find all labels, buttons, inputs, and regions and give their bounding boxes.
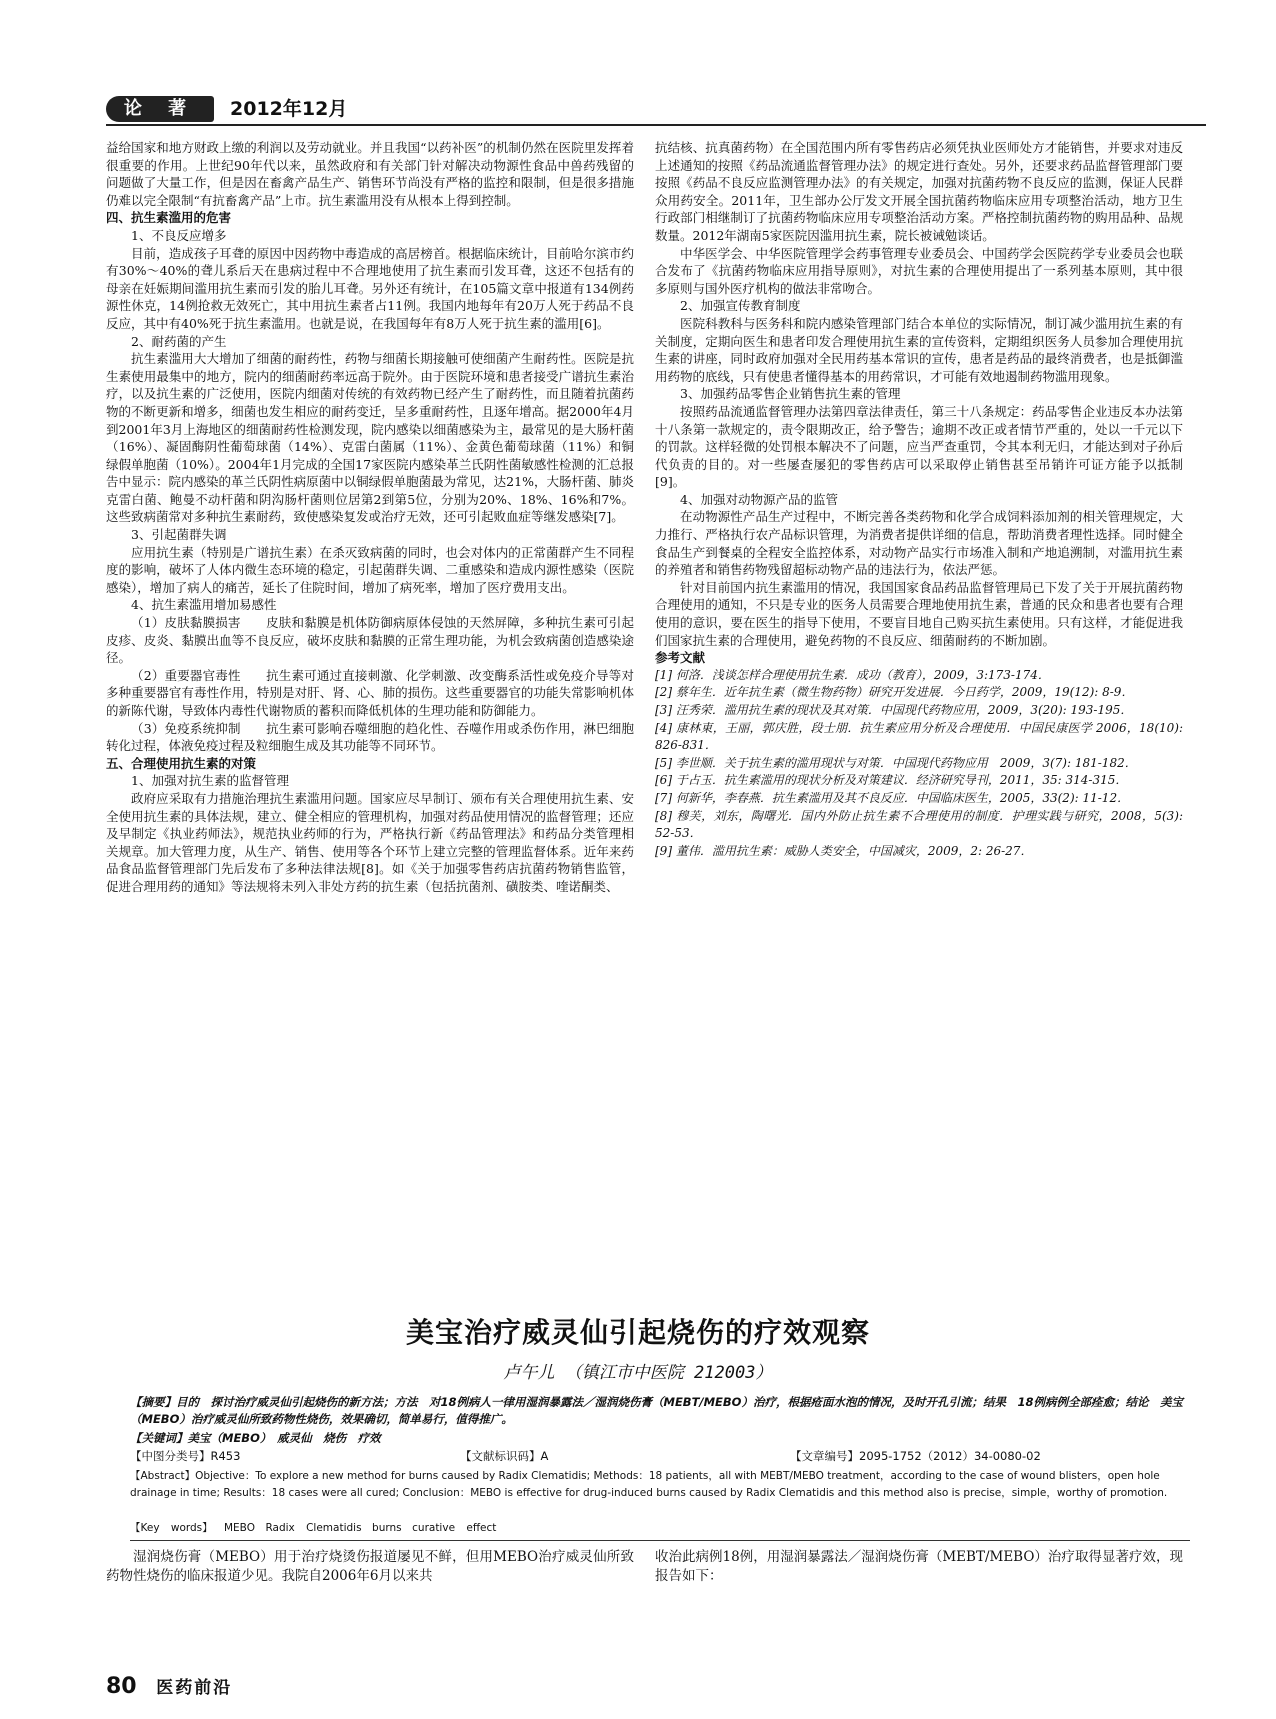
abstract-english: 【Abstract】Objective：To explore a new method for burns caused by Radix Clematidis; Methods：18 patients，all with MEBT/MEBO treatment，according to the case of wound blisters，open hole drainage in time; Results：18 cases were all cured; Conclusion：MEBO is effective for drug-induced burns caused by Radix Clematidis and this method also is precise，simple，worthy of promotion.	[130, 1470, 1168, 1499]
paragraph: 按照药品流通监督管理办法第四章法律责任，第三十八条规定：药品零售企业违反本办法第十八条第一款规定的，责令限期改正，给予警告；逾期不改正或者情节严重的，处以一千元以下的罚款。这样轻微的处罚根本解决不了问题，应当严查重罚，令其本利无归，才能达到对子孙后代负责的目的。对一些屡查屡犯的零售药店可以采取停止销售甚至吊销许可证方能予以抵制[9]。	[655, 403, 1183, 490]
reference-item: [3] 汪秀荣．滥用抗生素的现状及其对策．中国现代药物应用，2009，3(20): 193-195．	[655, 703, 1133, 717]
reference-item: [7] 何新华，李春燕．抗生素滥用及其不良反应．中国临床医生，2005，33(2): 11-12．	[655, 790, 1130, 805]
subsection-heading: 2、耐药菌的产生	[131, 333, 227, 349]
reference-item: [2] 蔡年生．近年抗生素（微生物药物）研究开发进展．今日药学，2009，19(12): 8-9．	[655, 685, 1134, 700]
paragraph: 目前，造成孩子耳聋的原因中因药物中毒造成的高居榜首。根据临床统计，目前哈尔滨市约有30%～40%的聋儿系后天在患病过程中不合理地使用了抗生素而引发耳聋，这还不包括有的母亲在妊娠期间滥用抗生素而引发的胎儿耳聋。另外还有统计，在105篇文章中报道有134例药源性休克，14例抢救无效死亡，其中用抗生素者占11例。我国内地每年有20万人死于药品不良反应，其中有40%死于抗生素滥用。也就是说，在我国每年有8万人死于抗生素的滥用[6]。	[106, 245, 634, 331]
keywords-chinese: 【关键词】美宝（MEBO） 威灵仙 烧伤 疗效	[130, 1431, 381, 1445]
paragraph: 湿润烧伤膏（MEBO）用于治疗烧烫伤报道屡见不鲜，但用MEBO治疗威灵仙所致药物性烧伤的临床报道少见。我院自2006年6月以来共	[106, 1549, 634, 1584]
subsection-heading: 4、抗生素滥用增加易感性	[131, 597, 277, 613]
document-code: 【文献标识码】A	[460, 1449, 549, 1463]
header-rule	[106, 124, 1206, 126]
subsection-heading: 3、引起菌群失调	[131, 527, 227, 543]
subsection-heading: 1、不良反应增多	[131, 227, 227, 243]
paragraph: 针对目前国内抗生素滥用的情况，我国国家食品药品监督管理局已下发了关于开展抗菌药物合理使用的通知，不只是专业的医务人员需要合理地使用抗生素，普通的民众和患者也要有合理使用的意识，要在医生的指导下使用，不要盲目地自己购买抗生素使用。只有这样，才能促进我们国家抗生素的合理使用，避免药物的不良反应、细菌耐药的不断加剧。	[655, 579, 1183, 648]
section-heading: 五、合理使用抗生素的对策	[106, 755, 257, 771]
section-tag: 论 著	[106, 96, 214, 122]
paragraph: （3）免疫系统抑制 抗生素可影响吞噬细胞的趋化性、吞噬作用或杀伤作用，淋巴细胞转化过程，体液免疫过程及粒细胞生成及其功能等不同环节。	[106, 720, 634, 754]
article-number: 【文章编号】2095-1752（2012）34-0080-02	[790, 1449, 1041, 1463]
subsection-heading: 1、加强对抗生素的监督管理	[131, 773, 289, 789]
journal-name: 医药前沿	[156, 1678, 233, 1698]
subsection-heading: 3、加强药品零售企业销售抗生素的管理	[680, 386, 901, 402]
paragraph: 益给国家和地方财政上缴的利润以及劳动就业。并且我国“以药补医”的机制仍然在医院里发挥着很重要的作用。上世纪90年代以来，虽然政府和有关部门针对解决动物源性食品中兽药残留的问题做了大量工作，但是因在畜禽产品生产、销售环节尚没有严格的监控和限制，但是很多措施仍难以完全限制“有抗畜禽产品”上市。抗生素滥用没有从根本上得到控制。	[106, 140, 634, 208]
reference-item: [9] 董伟．滥用抗生素：威胁人类安全，中国减灾，2009，2: 26-27．	[655, 843, 1033, 858]
paragraph: 中华医学会、中华医院管理学会药事管理专业委员会、中国药学会医院药学专业委员会也联合发布了《抗菌药物临床应用指导原则》，对抗生素的合理使用提出了一系列基本原则，其中很多原则与国外医疗机构的做法非常吻合。	[655, 245, 1183, 296]
paragraph: （1）皮肤黏膜损害 皮肤和黏膜是机体防御病原体侵蚀的天然屏障，多种抗生素可引起皮疹、皮炎、黏膜出血等不良反应，破坏皮肤和黏膜的正常生理功能，为机会致病菌创造感染途径。	[106, 615, 634, 666]
issue-date: 2012年12月	[230, 98, 348, 120]
left-column	[106, 139, 634, 896]
paragraph: 应用抗生素（特别是广谱抗生素）在杀灭致病菌的同时，也会对体内的正常菌群产生不同程度的影响，破坏了人体内微生态环境的稳定，引起菌群失调、二重感染和造成内源性感染（医院感染），增加了病人的痛苦，延长了住院时间，增加了病死率，增加了医疗费用支出。	[106, 544, 634, 595]
abstract-chinese: 【摘要】目的 探讨治疗威灵仙引起烧伤的新方法；方法 对18例病人一律用湿润暴露法／湿润烧伤膏（MEBT/MEBO）治疗，根据疮面水泡的情况，及时开孔引流；结果 18例病例全部痊愈；结论 美宝（MEBO）治疗威灵仙所致药物性烧伤，效果确切，简单易行，值得推广。	[130, 1395, 1183, 1426]
page-footer	[106, 1673, 232, 1699]
paragraph: 抗结核、抗真菌药物）在全国范围内所有零售药店必须凭执业医师处方才能销售，并要求对违反上述通知的按照《药品流通监督管理办法》的规定进行查处。另外，还要求药品监督管理部门要按照《药品不良反应监测管理办法》的有关规定，加强对抗菌药物不良反应的监测，保证人民群众用药安全。2011年，卫生部办公厅发文开展全国抗菌药物临床应用专项整治活动，地方卫生行政部门相继制订了抗菌药物临床应用专项整治活动方案。严格控制抗菌药物的购用品种、品规数量。2012年湖南5家医院因滥用抗生素，院长被诫勉谈话。	[655, 140, 1183, 243]
right-column	[655, 139, 1196, 860]
abstract-rule	[130, 1540, 1190, 1541]
article-author: 卢午儿 （镇江市中医院 212003）	[503, 1363, 773, 1383]
reference-item: [1] 何洛．浅谈怎样合理使用抗生素．成功（教育），2009，3:173-174．	[655, 667, 1050, 682]
references-heading: 参考文献	[655, 650, 706, 666]
paragraph: 政府应采取有力措施治理抗生素滥用问题。国家应尽早制订、颁布有关合理使用抗生素、安全使用抗生素的具体法规，建立、健全相应的管理机构，加强对药品使用情况的监督管理；还应及早制定《执业药师法》，规范执业药师的行为，严格执行新《药品管理法》和药品分类管理相关规章。加大管理力度，从生产、销售、使用等各个环节上建立完整的管理监督体系。近年来药品食品监督管理部门先后发布了多种法律法规[8]。如《关于加强零售药店抗菌药物销售监管，促进合理用药的通知》等法规将未列入非处方药的抗生素（包括抗菌剂、磺胺类、喹诺酮类、	[106, 790, 634, 894]
paragraph: 抗生素滥用大大增加了细菌的耐药性，药物与细菌长期接触可使细菌产生耐药性。医院是抗生素使用最集中的地方，院内的细菌耐药率远高于院外。由于医院环境和患者接受广谱抗生素治疗，以及抗生素的广泛使用，医院内细菌对传统的有效药物已经产生了耐药性，而且随着抗菌药物的不断更新和增多，细菌也发生相应的耐药变迁，呈多重耐药性，且逐年增高。据2000年4月到2001年3月上海地区的细菌耐药性检测发现，院内感染以细菌感染为主，最常见的是大肠杆菌（16%）、凝固酶阴性葡萄球菌（14%）、克雷白菌属（11%）、金黄色葡萄球菌（11%）和铜绿假单胞菌（10%）。2004年1月完成的全国17家医院内感染革兰氏阴性菌敏感性检测的汇总报告中显示：院内感染的革兰氏阴性病原菌中以铜绿假单胞菌最为常见，达21%，大肠杆菌、肺炎克雷白菌、鲍曼不动杆菌和阴沟肠杆菌则位居第2到第5位，分别为20%、18%、16%和7%。这些致病菌常对多种抗生素耐药，致使感染复发或治疗无效，还可引起败血症等继发感染[7]。	[106, 351, 634, 525]
section-heading: 四、抗生素滥用的危害	[106, 210, 232, 226]
subsection-heading: 4、加强对动物源产品的监管	[680, 491, 838, 507]
keywords-english: 【Key words】 MEBO Radix Clematidis burns curative effect	[130, 1522, 497, 1534]
reference-item: [8] 穆芙，刘东，陶曙光．国内外防止抗生素不合理使用的制度．护理实践与研究，2008，5(3): 52-53．	[655, 808, 1196, 841]
class-number: 【中图分类号】R453	[130, 1449, 241, 1463]
intro-right	[655, 1548, 1183, 1586]
page-number: 80	[106, 1674, 137, 1699]
reference-item: [6] 于占玉．抗生素滥用的现状分析及对策建议．经济研究导刊，2011，35: 314-315．	[655, 773, 1128, 788]
paragraph: 在动物源性产品生产过程中，不断完善各类药物和化学合成饲料添加剂的相关管理规定，大力推行、严格执行农产品标识管理，为消费者提供详细的信息，帮助消费者理性选择。同时健全食品生产到餐桌的全程安全监控体系，对动物产品实行市场准入制和产地追溯制，对滥用抗生素的养殖者和销售药物残留超标动物产品的违法行为，依法严惩。	[655, 509, 1183, 578]
subsection-heading: 2、加强宣传教育制度	[680, 298, 801, 314]
reference-item: [4] 康林東，王丽，郭庆胜，段士朋．抗生素应用分析及合理使用．中国民康医学 2006，18(10): 826-831．	[655, 720, 1183, 753]
paragraph: （2）重要器官毒性 抗生素可通过直接刺激、化学刺激、改变酶系活性或免疫介导等对多种重要器官有毒性作用，特别是对肝、肾、心、肺的损伤。这些重要器官的功能失常影响机体的新陈代谢，导致体内毒性代谢物质的蓄积而降低机体的生理功能和防御能力。	[106, 667, 634, 718]
paragraph: 收治此病例18例，用湿润暴露法／湿润烧伤膏（MEBT/MEBO）治疗取得显著疗效，现报告如下：	[655, 1549, 1183, 1584]
paragraph: 医院科教科与医务科和院内感染管理部门结合本单位的实际情况，制订减少滥用抗生素的有关制度，定期向医生和患者印发合理使用抗生素的宣传资料，定期组织医务人员参加合理使用抗生素的讲座，同时政府加强对全民用药基本常识的宣传，患者是药品的最终消费者，也是抵御滥用药物的底线，只有使患者懂得基本的用药常识，才可能有效地遏制药物滥用现象。	[655, 315, 1183, 384]
page-header	[106, 96, 1206, 122]
intro-left	[106, 1548, 634, 1586]
reference-item: [5] 李世顺．关于抗生素的滥用现状与对策．中国现代药物应用 2009，3(7): 181-182．	[655, 755, 1137, 770]
article-title: 美宝治疗威灵仙引起烧伤的疗效观察	[405, 1316, 870, 1349]
